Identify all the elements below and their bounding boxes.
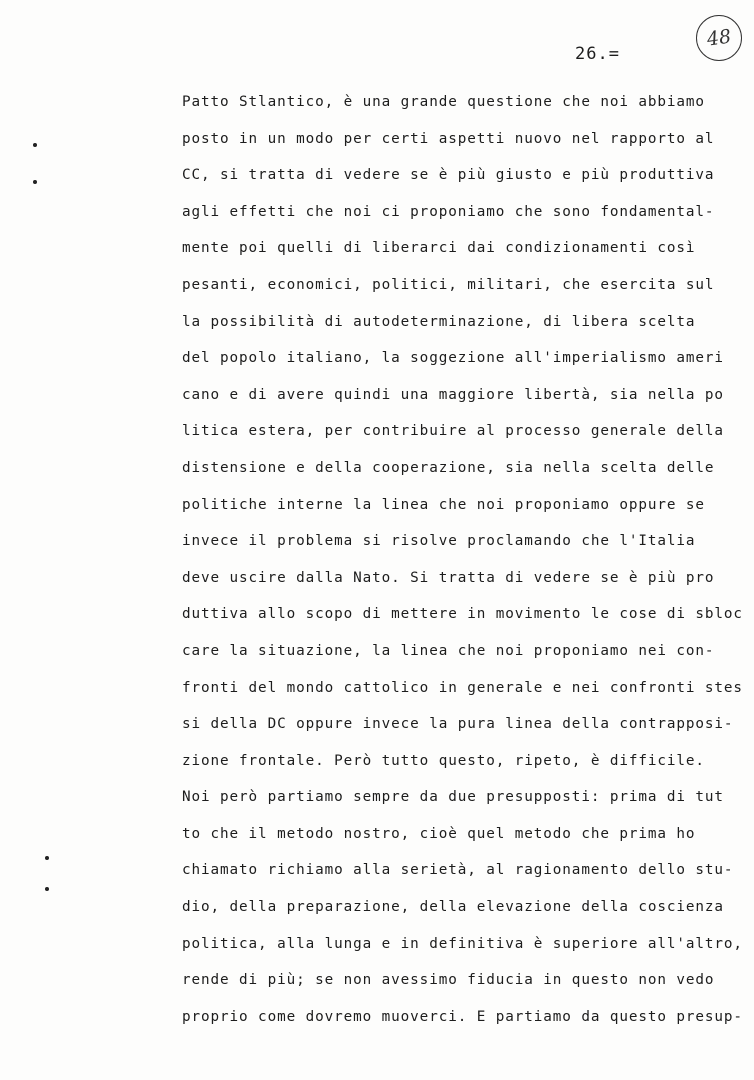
text-line: fronti del mondo cattolico in generale e nei confronti stes xyxy=(182,679,743,696)
text-line: deve uscire dalla Nato. Si tratta di vedere se è più pro xyxy=(182,569,715,586)
punch-mark xyxy=(45,856,49,860)
text-line: posto in un modo per certi aspetti nuovo nel rapporto al xyxy=(182,130,715,147)
text-line: care la situazione, la linea che noi proponiamo nei con- xyxy=(182,642,715,659)
punch-mark xyxy=(33,143,37,147)
text-line: invece il problema si risolve proclamando che l'Italia xyxy=(182,533,696,550)
punch-mark xyxy=(45,887,49,891)
text-line: zione frontale. Però tutto questo, ripeto, è difficile. xyxy=(182,752,705,769)
text-line: si della DC oppure invece la pura linea della contrapposi- xyxy=(182,716,734,733)
text-line: politica, alla lunga e in definitiva è superiore all'altro, xyxy=(182,935,743,952)
text-line: chiamato richiamo alla serietà, al ragionamento dello stu- xyxy=(182,862,734,879)
text-line: litica estera, per contribuire al processo generale della xyxy=(182,423,724,440)
archive-stamp xyxy=(696,15,742,61)
text-line: CC, si tratta di vedere se è più giusto e più produttiva xyxy=(182,167,715,184)
text-line: proprio come dovremo muoverci. E partiamo da questo presup- xyxy=(182,1008,743,1025)
text-line: pesanti, economici, politici, militari, che esercita sul xyxy=(182,276,715,293)
text-line: Patto Stlantico, è una grande questione che noi abbiamo xyxy=(182,94,705,110)
text-line: duttiva allo scopo di mettere in movimento le cose di sbloc xyxy=(182,606,743,623)
page-number: 26.= xyxy=(575,44,620,64)
text-line: to che il metodo nostro, cioè quel metodo che prima ho xyxy=(182,825,696,842)
text-line: distensione e della cooperazione, sia nella scelta delle xyxy=(182,459,715,476)
text-line: politiche interne la linea che noi proponiamo oppure se xyxy=(182,496,705,513)
archive-stamp-number: 48 xyxy=(705,25,733,51)
text-line: rende di più; se non avessimo fiducia in questo non vedo xyxy=(182,972,715,989)
text-line: dio, della preparazione, della elevazione della coscienza xyxy=(182,899,724,916)
text-line: mente poi quelli di liberarci dai condizionamenti così xyxy=(182,240,696,257)
text-line: agli effetti che noi ci proponiamo che sono fondamental- xyxy=(182,203,715,220)
text-line: la possibilità di autodeterminazione, di libera scelta xyxy=(182,313,696,330)
text-line: cano e di avere quindi una maggiore libertà, sia nella po xyxy=(182,386,724,403)
text-line: Noi però partiamo sempre da due presupposti: prima di tut xyxy=(182,789,724,806)
body-text xyxy=(182,92,742,1043)
punch-mark xyxy=(33,180,37,184)
text-line: del popolo italiano, la soggezione all'imperialismo ameri xyxy=(182,350,724,367)
